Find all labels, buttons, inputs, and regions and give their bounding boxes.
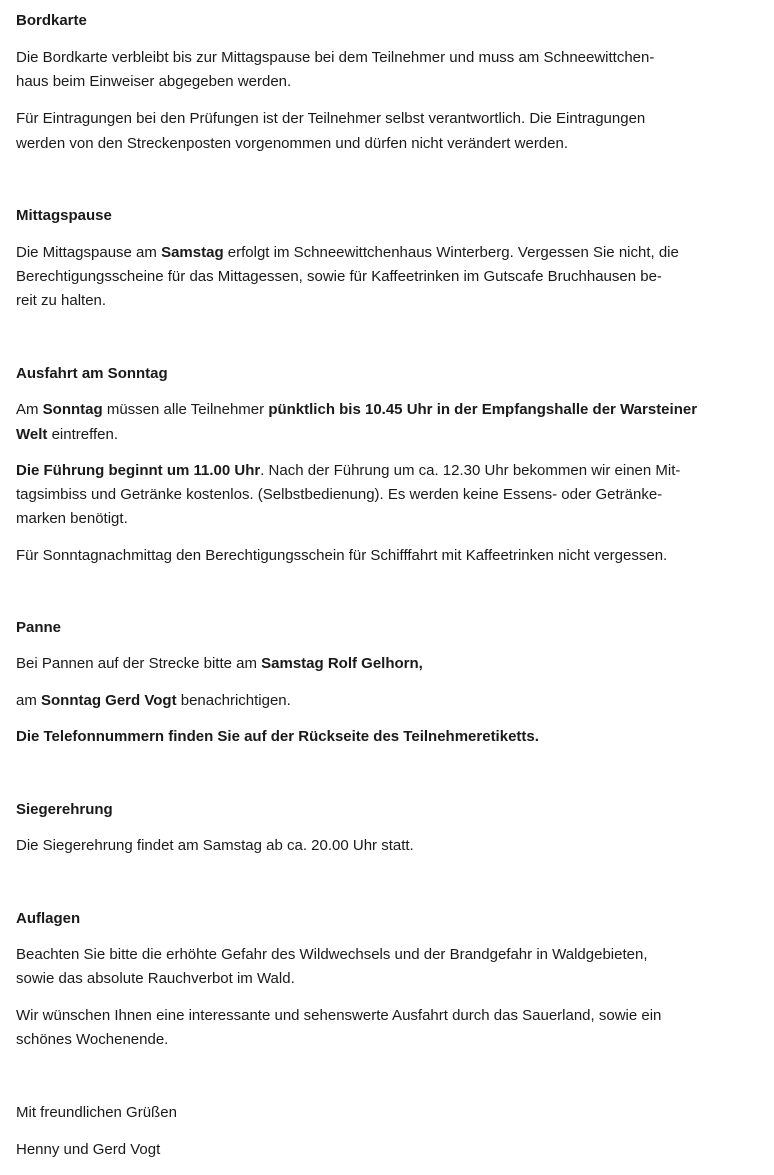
bold-text-time: pünktlich bis 10.45 Uhr in der Empfangshalle der Warsteiner xyxy=(268,401,698,418)
bordkarte-p2-line2: werden von den Streckenposten vorgenommen und dürfen nicht verändert werden. xyxy=(16,135,569,152)
heading-bordkarte: Bordkarte xyxy=(16,12,87,29)
bold-text-samstag: Samstag xyxy=(161,244,224,261)
bordkarte-p1-line2: haus beim Einweiser abgegeben werden. xyxy=(16,73,292,90)
mittagspause-p1-line3: reit zu halten. xyxy=(16,292,107,309)
bordkarte-p1-line1: Die Bordkarte verbleibt bis zur Mittagspause bei dem Teilnehmer und muss am Schneewittchen- xyxy=(16,49,655,66)
bold-text-sonntag: Sonntag xyxy=(42,401,103,418)
ausfahrt-p2-line3: marken benötigt. xyxy=(16,510,128,527)
auflagen-p1-line1: Beachten Sie bitte die erhöhte Gefahr des Wildwechsels und der Brandgefahr in Waldgebieten, xyxy=(16,946,648,963)
text-run: am xyxy=(16,692,42,709)
bold-text-fuehrung: Die Führung beginnt um 11.00 Uhr xyxy=(16,462,261,479)
heading-auflagen: Auflagen xyxy=(16,910,81,927)
text-run: benachrichtigen. xyxy=(176,692,291,709)
text-run: erfolgt im Schneewittchenhaus Winterberg. Vergessen Sie nicht, die xyxy=(223,244,679,261)
bold-text-sonntag-contact: Sonntag Gerd Vogt xyxy=(41,692,177,709)
bold-text-welt: Welt xyxy=(16,426,48,443)
text-run: Am xyxy=(16,401,43,418)
closing-greeting: Mit freundlichen Grüßen xyxy=(16,1104,177,1121)
ausfahrt-p3: Für Sonntagnachmittag den Berechtigungsschein für Schifffahrt mit Kaffeetrinken nicht vergessen. xyxy=(16,547,668,564)
heading-siegerehrung: Siegerehrung xyxy=(16,801,113,818)
heading-mittagspause: Mittagspause xyxy=(16,207,112,224)
text-run: müssen alle Teilnehmer xyxy=(102,401,269,418)
heading-ausfahrt: Ausfahrt am Sonntag xyxy=(16,365,168,382)
text-run: Bei Pannen auf der Strecke bitte am xyxy=(16,655,262,672)
auflagen-p2-line2: schönes Wochenende. xyxy=(16,1031,169,1048)
siegerehrung-p1: Die Siegerehrung findet am Samstag ab ca. 20.00 Uhr statt. xyxy=(16,837,414,854)
text-run: eintreffen. xyxy=(47,426,119,443)
ausfahrt-p2-line2: tagsimbiss und Getränke kostenlos. (Selbstbedienung). Es werden keine Essens- oder Getränke- xyxy=(16,486,663,503)
mittagspause-p1-line2: Berechtigungsscheine für das Mittagessen, sowie für Kaffeetrinken im Gutscafe Bruchhausen be- xyxy=(16,268,662,285)
panne-p1 xyxy=(16,651,423,676)
ausfahrt-p1-line1 xyxy=(16,397,697,422)
ausfahrt-p2-line1 xyxy=(16,458,680,483)
mittagspause-p1-line1 xyxy=(16,240,679,265)
heading-panne: Panne xyxy=(16,619,62,636)
text-run: . Nach der Führung um ca. 12.30 Uhr bekommen wir einen Mit- xyxy=(260,462,681,479)
closing-signature: Henny und Gerd Vogt xyxy=(16,1141,161,1158)
panne-p2 xyxy=(16,688,291,713)
auflagen-p2-line1: Wir wünschen Ihnen eine interessante und sehenswerte Ausfahrt durch das Sauerland, sowie ein xyxy=(16,1007,662,1024)
panne-p3: Die Telefonnummern finden Sie auf der Rückseite des Teilnehmeretiketts. xyxy=(16,728,539,745)
ausfahrt-p1-line2 xyxy=(16,422,118,447)
bordkarte-p2-line1: Für Eintragungen bei den Prüfungen ist der Teilnehmer selbst verantwortlich. Die Eintragungen xyxy=(16,110,646,127)
bold-text-samstag-contact: Samstag Rolf Gelhorn, xyxy=(261,655,423,672)
text-run: Die Mittagspause am xyxy=(16,244,162,261)
auflagen-p1-line2: sowie das absolute Rauchverbot im Wald. xyxy=(16,970,295,987)
